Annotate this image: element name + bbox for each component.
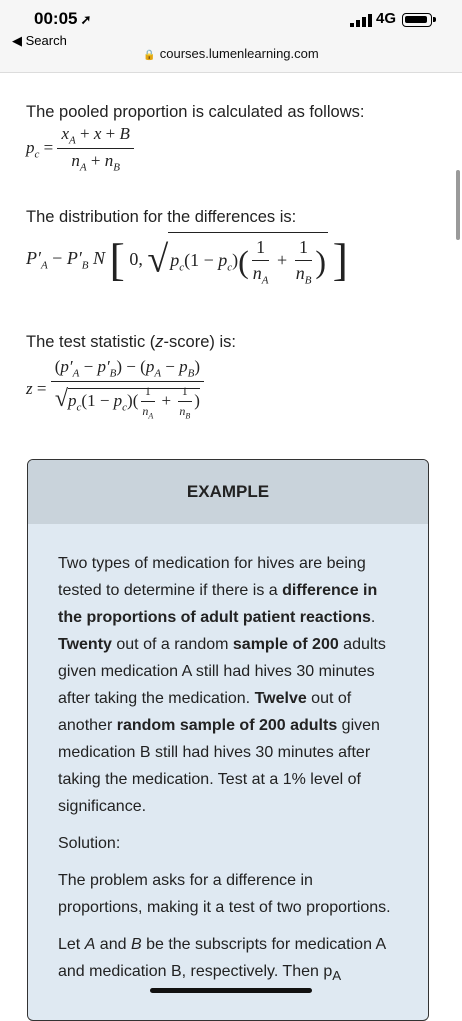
address-bar[interactable]: 🔒 courses.lumenlearning.com [143,46,319,61]
example-heading: EXAMPLE [28,460,428,524]
test-statistic-intro: The test statistic (z-score) is: [26,333,236,351]
clock: 00:05 ➚ [34,9,92,28]
status-bar [0,0,462,73]
example-problem-text: Two types of medication for hives are being tested to determine if there is a difference in the proportions of adult patient reactions. Twenty out of a random sample of 200 adults given medication A still had hives 30 minutes after taking the medication. Twelve out of another random sample of 200 adults given medication B still had hives 30 minutes after taking the medication. Test at a 1% level of significance. [58,555,386,815]
lock-icon: 🔒 [143,50,156,61]
test-statistic-formula: z = $(p'_A - p'_B) - (p_A - p_B)$ $√p_c(1 - p_c)$( $\frac{1}{n_A}$ + $\frac{1}{n_B}$ ) [26,357,204,421]
solution-label: Solution: [58,835,121,852]
back-to-search-link[interactable]: ◀ Search [12,33,67,48]
cellular-signal-icon [350,14,372,27]
scrollbar[interactable] [456,170,460,240]
network-type: 4G [376,10,397,27]
example-body [28,524,428,989]
pooled-proportion-intro: The pooled proportion is calculated as follows: [26,103,365,121]
battery-icon [402,13,432,27]
back-arrow-icon: ◀ [12,33,26,48]
solution-text: The problem asks for a difference in proportions, making it a test of two proportions. [58,872,391,916]
distribution-formula: $P'_A - P'_B$ N [ 0, √ $p_c(1 - p_c)$( $\frac{1}{n_A}$ + $\frac{1}{n_B}$ ) ] [26,233,348,287]
distribution-intro: The distribution for the differences is: [26,208,297,226]
location-arrow-icon: ➚ [80,12,92,27]
home-indicator[interactable] [150,988,312,993]
example-box [27,459,429,1021]
solution-subscripts-text: Let A and B be the subscripts for medication A and medication B, respectively. Then $p_A$ [58,936,386,984]
pooled-proportion-formula: $p_c$ = $\frac{x_A + x + B}{n_A + n_B}$ [26,124,134,174]
